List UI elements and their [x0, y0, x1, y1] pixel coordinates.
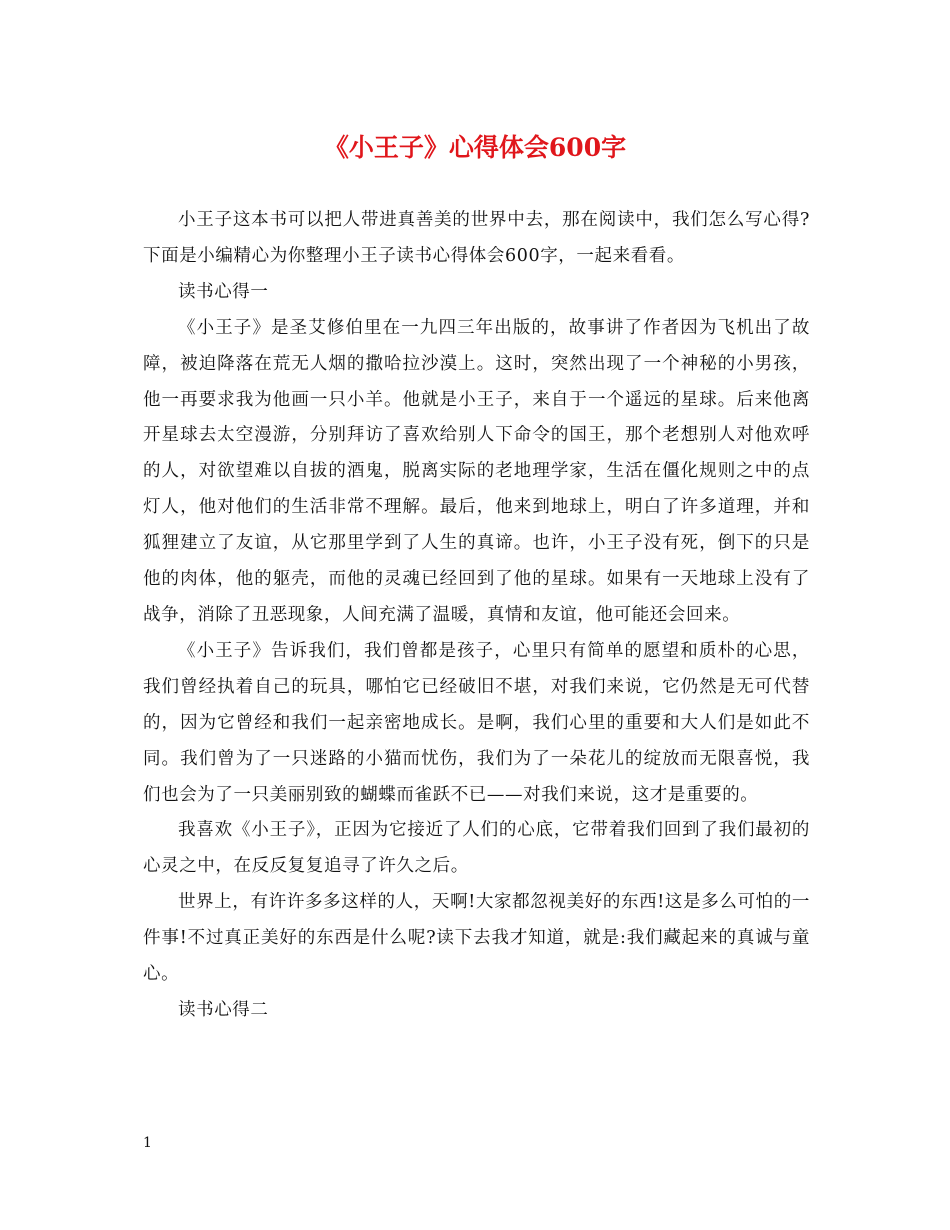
- document-title: 《小王子》心得体会600字: [323, 133, 627, 162]
- document-body: [143, 203, 810, 1029]
- section-heading-two: 读书心得二: [178, 999, 269, 1020]
- body-paragraph: 《小王子》告诉我们，我们曾都是孩子，心里只有简单的愿望和质朴的心思，我们曾经执着自己的玩具，哪怕它已经破旧不堪，对我们来说，它仍然是无可代替的，因为它曾经和我们一起亲密地成长。是啊，我们心里的重要和大人们是如此不同。我们曾为了一只迷路的小猫而忧伤，我们为了一朵花儿的绽放而无限喜悦，我们也会为了一只美丽别致的蝴蝶而雀跃不已——对我们来说，这才是重要的。: [143, 640, 810, 805]
- body-paragraph: 《小王子》是圣艾修伯里在一九四三年出版的，故事讲了作者因为飞机出了故障，被迫降落在荒无人烟的撒哈拉沙漠上。这时，突然出现了一个神秘的小男孩，他一再要求我为他画一只小羊。他就是小王子，来自于一个遥远的星球。后来他离开星球去太空漫游，分别拜访了喜欢给别人下命令的国王，那个老想别人对他欢呼的人，对欲望难以自拔的酒鬼，脱离实际的老地理学家，生活在僵化规则之中的点灯人，他对他们的生活非常不理解。最后，他来到地球上，明白了许多道理，并和狐狸建立了友谊，从它那里学到了人生的真谛。也许，小王子没有死，倒下的只是他的肉体，他的躯壳，而他的灵魂已经回到了他的星球。如果有一天地球上没有了战争，消除了丑恶现象，人间充满了温暖，真情和友谊，他可能还会回来。: [143, 317, 810, 625]
- body-paragraph: 世界上，有许许多多这样的人，天啊!大家都忽视美好的东西!这是多么可怕的一件事!不过真正美好的东西是什么呢?读下去我才知道，就是:我们藏起来的真诚与童心。: [143, 892, 810, 985]
- body-paragraph: 我喜欢《小王子》，正因为它接近了人们的心底，它带着我们回到了我们最初的心灵之中，在反反复复追寻了许久之后。: [143, 820, 810, 877]
- section-heading-one: 读书心得一: [178, 281, 269, 302]
- page-number: 1: [143, 1135, 152, 1151]
- intro-paragraph: 小王子这本书可以把人带进真善美的世界中去，那在阅读中，我们怎么写心得?下面是小编精心为你整理小王子读书心得体会600字，一起来看看。: [143, 210, 810, 266]
